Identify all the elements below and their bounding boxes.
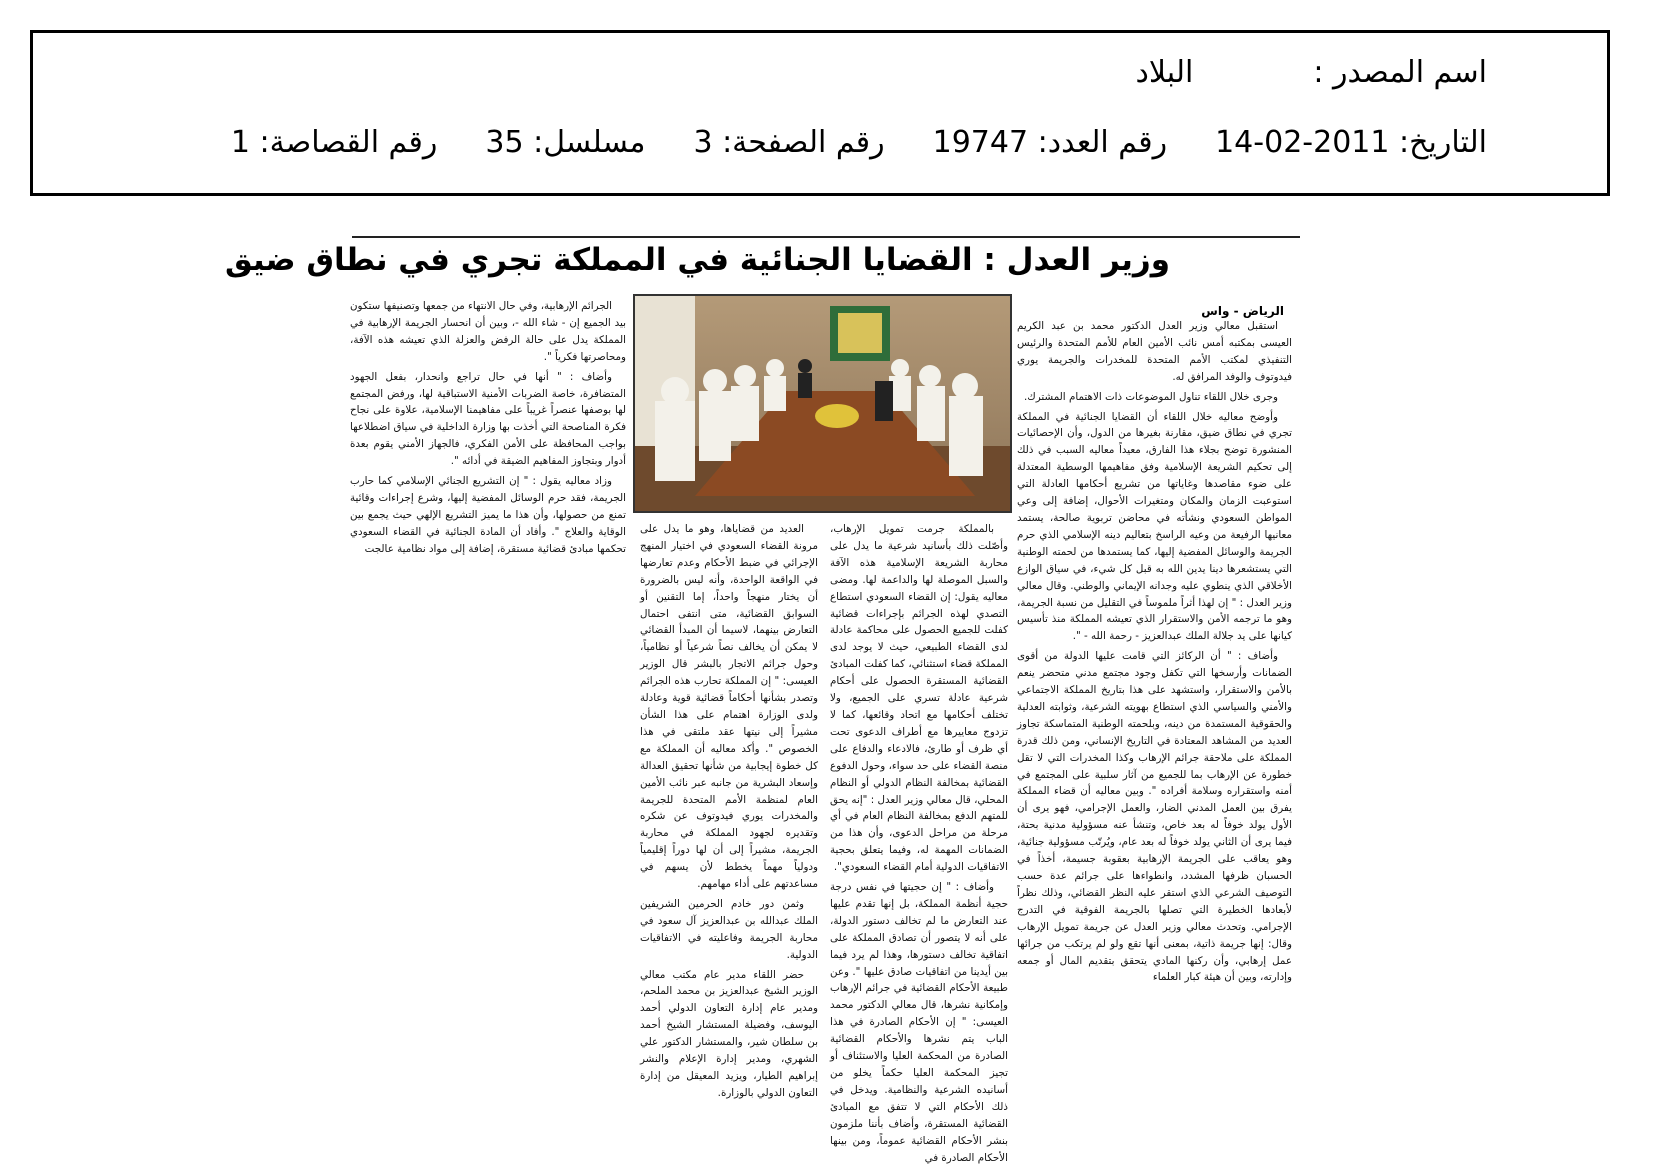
newspaper-clipping (224, 236, 1300, 1164)
clip-number-field: رقم القصاصة: 1 (230, 125, 438, 160)
article-byline: الرياض - واس (1201, 304, 1284, 318)
article-paragraph: وجرى خلال اللقاء تناول الموضوعات ذات الاهتمام المشترك. (1023, 390, 1278, 403)
article-paragraph: حضر اللقاء مدير عام مكتب معالي الوزير الشيخ عبدالعزيز بن محمد الملحم، ومدير عام إدارة التعاون الدولي أحمد اليوسف، وفضيلة المستشار الشيخ أحمد بن سلطان شير، والمستشار الدكتور علي الشهري، ومدير إدارة الإعلام والنشر إبراهيم الطيار، ويزيد المعيقل من إدارة التعاون الدولي بالوزارة. (640, 968, 818, 1099)
page-number-field: رقم الصفحة: 3 (693, 125, 885, 160)
article-paragraph: وثمن دور خادم الحرمين الشريفين الملك عبدالله بن عبدالعزيز آل سعود في محاربة الجريمة وفاعليته في الاتفاقيات الدولية. (640, 897, 818, 961)
article-paragraph: وأضاف : " أن الركائز التي قامت عليها الدولة من أقوى الضمانات وأرسخها التي تكفل وجود مجتمع مدني متحضر ينعم بالأمن والاستقرار، واستشهد على هذا بتاريخ المملكة الاجتماعي والأمني والسياسي الذي استطاع بهويته الشرعية، وثوابته العدلية والحقوقية المستمدة من دينه، وبلحمته الوطنية المتماسكة تجاوز العديد من المشاهد المعتادة في التاريخ الإنساني، ومن ذلك قدرة المملكة على ملاحقة جرائم الإرهاب وكذا المخدرات التي لا تقل خطورة عن الإرهاب بما للجميع من آثار سلبية على المجتمع في أمنه واستقراره وسلامة أفراده ". وبين معاليه أن قضاء المملكة يفرق بين العمل المدني الضار، والعمل الإجرامي، فهو يرى أن الأول يولد خوفاً له بعد خاص، وتنشأ عنه مسؤولية مدنية بحتة، فيما يرى أن الثاني يولد خوفاً له بعد عام، ويُرتّب مسؤولية جنائية، وهو يعاقب على الجريمة الإرهابية بعقوبة جسيمة، أخذاً في الحسبان ظرفها المشدد، وانطواءها على جرائم عدة حسب التوصيف الشرعي الذي استقر عليه النظر القضائي، وذلك نظراً لأبعادها الخطيرة التي تصلها بالجريمة الفوقية في التدرج الإجرامي. وتحدث معالي وزير العدل عن جريمة تمويل الإرهاب وقال: إنها جريمة ذاتية، بمعنى أنها تقع ولو لم يرتكب من جرائها عمل إرهابي، وأن ركنها المادي يتحقق بتقديم المال أو جمعه وإدارته، وبين أن هيئة كبار العلماء (1017, 650, 1292, 984)
article-column-3 (640, 521, 818, 1099)
article-paragraph: بالمملكة جرمت تمويل الإرهاب، وأصّلت ذلك بأسانيد شرعية ما يدل على محاربة الشريعة الإسلامية هذه الآفة والسبل الموصلة لها والداعمة لها. ومضى معاليه يقول: إن القضاء السعودي استطاع التصدي لهذه الجرائم بإجراءات قضائية كفلت للجميع الحصول على محاكمة عادلة لدى القضاء الطبيعي، حيث لا يوجد لدى المملكة قضاء استثنائي، كما كفلت المبادئ القضائية المستقرة الحصول على أحكام شرعية عادلة تسري على الجميع، ولا تختلف أحكامها مع اتحاد وقائعها، كما لا تزدوج معاييرها مع أطراف الدعوى تحت أي ظرف أو طارئ، فالادعاء والدفاع على منصة القضاء على حد سواء، وحول الدفوع القضائية بمخالفة النظام الدولي أو النظام المحلي، قال معالي وزير العدل : "إنه يحق للمتهم الدفع بمخالفة النظام العام في أي مرحلة من مراحل الدعوى، وأن هذا من الضمانات المهمة له، وفيما يتعلق بحجية الاتفاقيات الدولية أمام القضاء السعودي". (830, 523, 1008, 874)
article-paragraph: الجرائم الإرهابية، وفي حال الانتهاء من جمعها وتصنيفها ستكون بيد الجميع إن - شاء الله -، وبين أن انحسار الجريمة الإرهابية في المملكة يدل على حالة الرفض والعزلة الذي تعيشه هذه الآفة، ومحاصرتها فكرياً ". (350, 300, 626, 363)
article-column-2 (830, 521, 1008, 1164)
metadata-line (231, 125, 1487, 160)
source-line (1136, 55, 1487, 90)
serial-field: مسلسل: 35 (485, 125, 646, 160)
article-paragraph: وزاد معاليه يقول : " إن التشريع الجنائي الإسلامي كما حارب الجريمة، فقد حرم الوسائل المفضية إليها، وشرع إجراءات وقائية تمنع من حصولها، وأن هذا ما يميز التشريع الإلهي حيث يجمع بين الوقاية والعلاج ". وأفاد أن المادة الجنائية في القضاء السعودي تحكمها مبادئ قضائية مستقرة، إضافة إلى مواد نظامية عالجت (350, 475, 626, 555)
clipping-header-box (30, 30, 1610, 196)
issue-number-field: رقم العدد: 19747 (932, 125, 1168, 160)
article-paragraph: وأضاف : " أنها في حال تراجع وانحدار، بفعل الجهود المتضافرة، خاصة الضربات الأمنية الاستباقية لها، ورفض المجتمع لها بوصفها عنصراً غريباً على مفاهيمنا الإسلامية، علاوة على نجاح فكرة المناصحة التي أخذت بها وزارة الداخلية في سياق اضطلاعها بواجب المحافظة على الأمن الفكري، فالجهاز الأمني يقوم بعدة أدوار وبتجاوز المفاهيم الضيقة في أدائه ". (350, 370, 626, 468)
article-paragraph: وأوضح معاليه خلال اللقاء أن القضايا الجنائية في المملكة تجري في نطاق ضيق، مقارنة بغيرها من الدول، وأن الإحصائيات المنشورة توضح بجلاء هذا الفارق، معيداً معاليه السبب في ذلك إلى تحكيم الشريعة الإسلامية وفق مفاهيمها الوسطية المعتدلة على ضوء مقاصدها وغاياتها من تشريع أحكامها العادلة التي استوعبت الزمان والمكان ومتغيرات الأحوال، إضافة إلى وعي المواطن السعودي ونشأته في محاضن تربوية صالحة، يستمد معانيها الرفيعة من وعيه الراسخ بتعاليم دينه الإسلامي الذي حرم الجريمة والوسائل المفضية إليها، كما يستمدها من لحمته الوطنية التي يستشعرها دينا يدين الله به قبل كل شيء، في سياق الوازع الأخلاقي الذي ينطوي عليه وجدانه الإيماني والوطني. وقال معالي وزير العدل : " إن لهذا أثراً ملموساً في التقليل من نسبة الجريمة، وهو ما ترجمه الأمن والاستقرار الذي تعيشه المملكة منذ تأسيس كيانها على يد جلالة الملك عبدالعزيز - رحمة الله - ". (1017, 410, 1292, 643)
top-rule (352, 236, 1300, 238)
article-headline: وزير العدل : القضايا الجنائية في المملكة تجري في نطاق ضيق (224, 242, 1170, 278)
article-paragraph: العديد من قضاياها، وهو ما يدل على مرونة القضاء السعودي في اختيار المنهج الإجرائي في ضبط الأحكام وعدم تعارضها في الواقعة الواحدة، وأنه ليس بالضرورة أن يختار منهجاً واحداً، إما التقنين أو السوابق القضائية، متى انتفى احتمال التعارض بينهما، لاسيما أن المبدأ القضائي لا يمكن أن يخالف نصاً شرعياً أو نظامياً، وحول جرائم الاتجار بالبشر قال الوزير العيسى: " إن المملكة تحارب هذه الجرائم وتصدر بشأنها أحكاماً قضائية قوية وعادلة ولدى الوزارة اهتمام على هذا الشأن مشيراً إلى نيتها عقد ملتقى في هذا الخصوص ". وأكد معاليه أن المملكة مع كل خطوة إيجابية من شأنها تحقيق العدالة وإسعاد البشرية من جانبه عبر نائب الأمين العام لمنظمة الأمم المتحدة للجريمة والمخدرات يوري فيدوتوف عن شكره وتقديره لجهود المملكة في محاربة الجريمة، مشيراً إلى أن لها دوراً إقليمياً ودولياً مهماً يخطط لأن يسهم في مساعدتهم على أداء مهامهم. (640, 523, 818, 891)
source-label: اسم المصدر : (1313, 55, 1487, 90)
date-field: التاريخ: 2011-02-14 (1215, 125, 1487, 160)
meeting-photo-illustration (635, 296, 1010, 511)
meeting-photo (633, 294, 1012, 513)
article-column-1 (1017, 318, 1292, 984)
article-paragraph: استقبل معالي وزير العدل الدكتور محمد بن عبد الكريم العيسى بمكتبه أمس نائب الأمين العام للأمم المتحدة والرئيس التنفيذي لمكتب الأمم المتحدة للمخدرات والجريمة يوري فيدوتوف والوفد المرافق له. (1017, 320, 1292, 383)
source-value: البلاد (1135, 55, 1194, 90)
article-paragraph: وأضاف : " إن حجيتها في نفس درجة حجية أنظمة المملكة، بل إنها تقدم عليها عند التعارض ما لم تخالف دستور الدولة، على أنه لا يتصور أن تصادق المملكة على اتفاقية تخالف دستورها، وهذا لم يرد فيما بين أيدينا من اتفاقيات صادق عليها ". وعن طبيعة الأحكام القضائية في جرائم الإرهاب وإمكانية نشرها، قال معالي الدكتور محمد العيسى: " إن الأحكام الصادرة في هذا الباب يتم نشرها والأحكام القضائية الصادرة من المحكمة العليا والاستئناف أو تجيز المحكمة العليا حكماً يخلو من أسانيده الشرعية والنظامية. ويدخل في ذلك الأحكام التي لا تتفق مع المبادئ القضائية المستقرة، وأضاف بأننا ملزمون بنشر الأحكام القضائية عموماً، ومن بينها الأحكام الصادرة في (830, 881, 1008, 1164)
article-column-4 (350, 298, 626, 850)
